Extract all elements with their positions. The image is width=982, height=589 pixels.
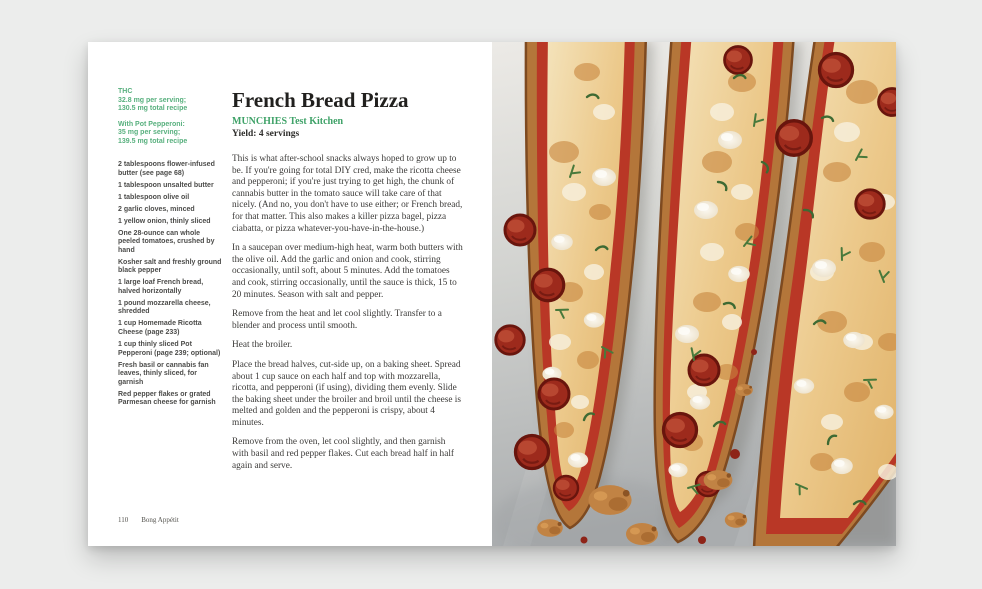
cookbook-spread	[88, 42, 896, 546]
thc-subheading: With Pot Pepperoni:	[118, 120, 185, 128]
thc-dosage-block	[118, 88, 224, 154]
recipe-paragraph: Remove from the oven, let cool slightly, and then garnish with basil and red pepper flakes. Cut each bread half in half again and serve.	[232, 437, 455, 471]
ingredient-item: Red pepper flakes or grated Parmesan cheese for garnish	[118, 390, 216, 407]
ingredient-item: Fresh basil or cannabis fan leaves, thinly sliced, for garnish	[118, 361, 209, 386]
page-number: 110	[118, 516, 129, 524]
ingredient-item: One 28-ounce can whole peeled tomatoes, crushed by hand	[118, 229, 215, 254]
pizza-photo-illustration	[492, 42, 896, 546]
recipe-paragraph: This is what after-school snacks always hoped to grow up to be. If you're going for total DIY cred, make the ricotta cheese and pepperoni; if you're just trying to get high, the chunk of cannabis butter in the tomato sauce will take care of that nicely. (And no, you don't have to use either; or French bread, for that matter. This also makes a killer pizza bagel, pizza ciabatta, or pizza whatever-you-have-in-the-house.)	[232, 154, 463, 234]
ingredient-item: 1 large loaf French bread, halved horizontally	[118, 279, 204, 295]
recipe-paragraph: Remove from the heat and let cool slightly. Transfer to a blender and process until smooth.	[232, 309, 442, 331]
recipe-page	[88, 42, 492, 546]
ingredient-item: 1 yellow onion, thinly sliced	[118, 217, 211, 225]
recipe-byline: MUNCHIES Test Kitchen	[232, 116, 344, 127]
recipe-paragraph: Heat the broiler.	[232, 340, 293, 351]
page-footer	[118, 516, 179, 524]
thc-total: 130.5 mg total recipe	[118, 105, 188, 113]
recipe-paragraph: In a saucepan over medium-high heat, warm both butters with the olive oil. Add the garlic and onion and cook, stirring occasionally, until soft, about 5 minutes. Add the tomatoes and cook, stirring occasionally, until the sauce is thick, 15 to 20 minutes. Season with salt and pepper.	[232, 243, 463, 300]
ingredient-item: 1 cup thinly sliced Pot Pepperoni (page 239; optional)	[118, 341, 221, 357]
thc-heading: THC	[118, 88, 133, 95]
french-bread-pizza-photo	[492, 42, 896, 546]
recipe-body	[232, 88, 464, 480]
recipe-paragraph: Place the bread halves, cut-side up, on a baking sheet. Spread about 1 cup sauce on each half and top with mozzarella, ricotta, and pepperoni (if using), dividing them evenly. Slide the baking sheet under the broiler and broil until the cheese is melted and golden and the pepperoni is crispy, about 4 minutes.	[232, 359, 461, 428]
recipe-title: French Bread Pizza	[232, 88, 409, 112]
ingredient-list	[118, 161, 224, 411]
recipe-instructions	[232, 154, 464, 472]
ingredient-item: 1 cup Homemade Ricotta Cheese (page 233)	[118, 320, 202, 337]
ingredient-item: 1 tablespoon unsalted butter	[118, 181, 214, 189]
book-title: Bong Appétit	[141, 516, 179, 524]
thc-pepperoni-total: 139.5 mg total recipe	[118, 137, 188, 145]
ingredient-item: 1 tablespoon olive oil	[118, 193, 190, 201]
recipe-yield: Yield: 4 servings	[232, 129, 300, 139]
thc-pepperoni-per-serving: 35 mg per serving;	[118, 129, 181, 137]
thc-per-serving: 32.8 mg per serving;	[118, 96, 187, 104]
ingredient-item: 2 garlic cloves, minced	[118, 205, 195, 213]
photo-page	[492, 42, 896, 546]
ingredient-item: 2 tablespoons flower-infused butter (see page 68)	[118, 161, 215, 177]
ingredient-item: 1 pound mozzarella cheese, shredded	[118, 299, 211, 316]
ingredient-item: Kosher salt and freshly ground black pepper	[118, 258, 222, 275]
